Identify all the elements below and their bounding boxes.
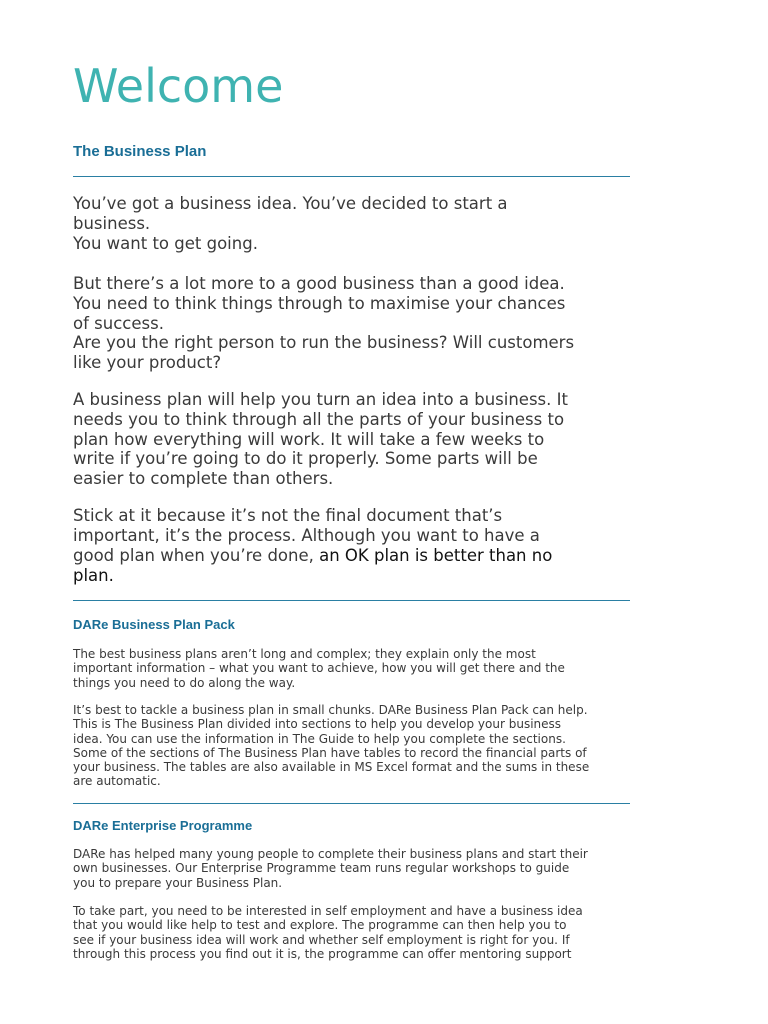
- text-line: plan how everything will work. It will take a few weeks to: [73, 429, 545, 449]
- plan-pack-paragraph-1: [73, 647, 630, 690]
- text-line: It’s best to tackle a business plan in small chunks. DARe Business Plan Pack can help.: [73, 703, 588, 717]
- text-line: Stick at it because it’s not the final document that’s: [73, 506, 503, 525]
- text-line: are automatic.: [73, 774, 161, 789]
- text-line: Some of the sections of The Business Plan have tables to record the financial parts of: [73, 745, 587, 760]
- text-line: things you need to do along the way.: [73, 675, 296, 690]
- text-line: DARe has helped many young people to complete their business plans and start their: [73, 847, 588, 861]
- programme-paragraph-2: [73, 904, 630, 961]
- text-line: your business. The tables are also available in MS Excel format and the sums in these: [73, 760, 590, 775]
- text-line: Are you the right person to run the business? Will customers: [73, 333, 575, 353]
- text-line: idea. You can use the information in The Guide to help you complete the sections.: [73, 731, 566, 746]
- plan-pack-paragraph-2: [73, 703, 630, 789]
- emphasis-text: an OK plan is better than no: [319, 546, 553, 565]
- text-line: This is The Business Plan divided into sections to help you develop your business: [73, 717, 562, 732]
- text-line: [73, 546, 630, 566]
- text-line: you to prepare your Business Plan.: [73, 875, 283, 890]
- text-line: of success.: [73, 313, 164, 333]
- text-line: write if you’re going to do it properly. Some parts will be: [73, 449, 538, 469]
- text-line: business.: [73, 214, 151, 233]
- text-line: You’ve got a business idea. You’ve decided to start a: [73, 194, 508, 213]
- text-line: important information – what you want to achieve, how you will get there and the: [73, 661, 565, 676]
- text-line: easier to complete than others.: [73, 469, 334, 489]
- text-line: You need to think things through to maximise your chances: [73, 293, 566, 313]
- section-divider: [73, 803, 630, 804]
- section-heading-plan-pack: DARe Business Plan Pack: [73, 617, 235, 632]
- text-line: To take part, you need to be interested in self employment and have a business idea: [73, 904, 583, 918]
- intro-paragraph-3: [73, 390, 630, 489]
- emphasis-text-line: plan.: [73, 566, 114, 585]
- programme-paragraph-1: [73, 847, 630, 890]
- section-heading-enterprise-programme: DARe Enterprise Programme: [73, 818, 253, 833]
- section-divider: [73, 176, 630, 177]
- text-line: But there’s a lot more to a good business than a good idea.: [73, 274, 565, 293]
- text-line: own businesses. Our Enterprise Programme team runs regular workshops to guide: [73, 861, 570, 876]
- text-line: important, it’s the process. Although you want to have a: [73, 526, 540, 545]
- plain-text: good plan when you’re done,: [73, 546, 320, 565]
- text-line: that you would like help to test and explore. The programme can then help you to: [73, 918, 567, 933]
- section-divider: [73, 600, 630, 601]
- text-line: like your product?: [73, 353, 222, 373]
- intro-paragraph-1: [73, 194, 630, 254]
- text-line: You want to get going.: [73, 234, 258, 253]
- section-heading-business-plan: The Business Plan: [73, 143, 207, 160]
- intro-paragraph-4: [73, 506, 630, 586]
- text-line: through this process you find out it is, the programme can offer mentoring support: [73, 946, 572, 961]
- intro-paragraph-2: [73, 274, 630, 373]
- page-title: Welcome: [73, 59, 284, 113]
- text-line: needs you to think through all the parts of your business to: [73, 409, 565, 429]
- text-line: The best business plans aren’t long and complex; they explain only the most: [73, 647, 536, 661]
- text-line: A business plan will help you turn an idea into a business. It: [73, 390, 568, 409]
- text-line: see if your business idea will work and whether self employment is right for you. If: [73, 932, 570, 947]
